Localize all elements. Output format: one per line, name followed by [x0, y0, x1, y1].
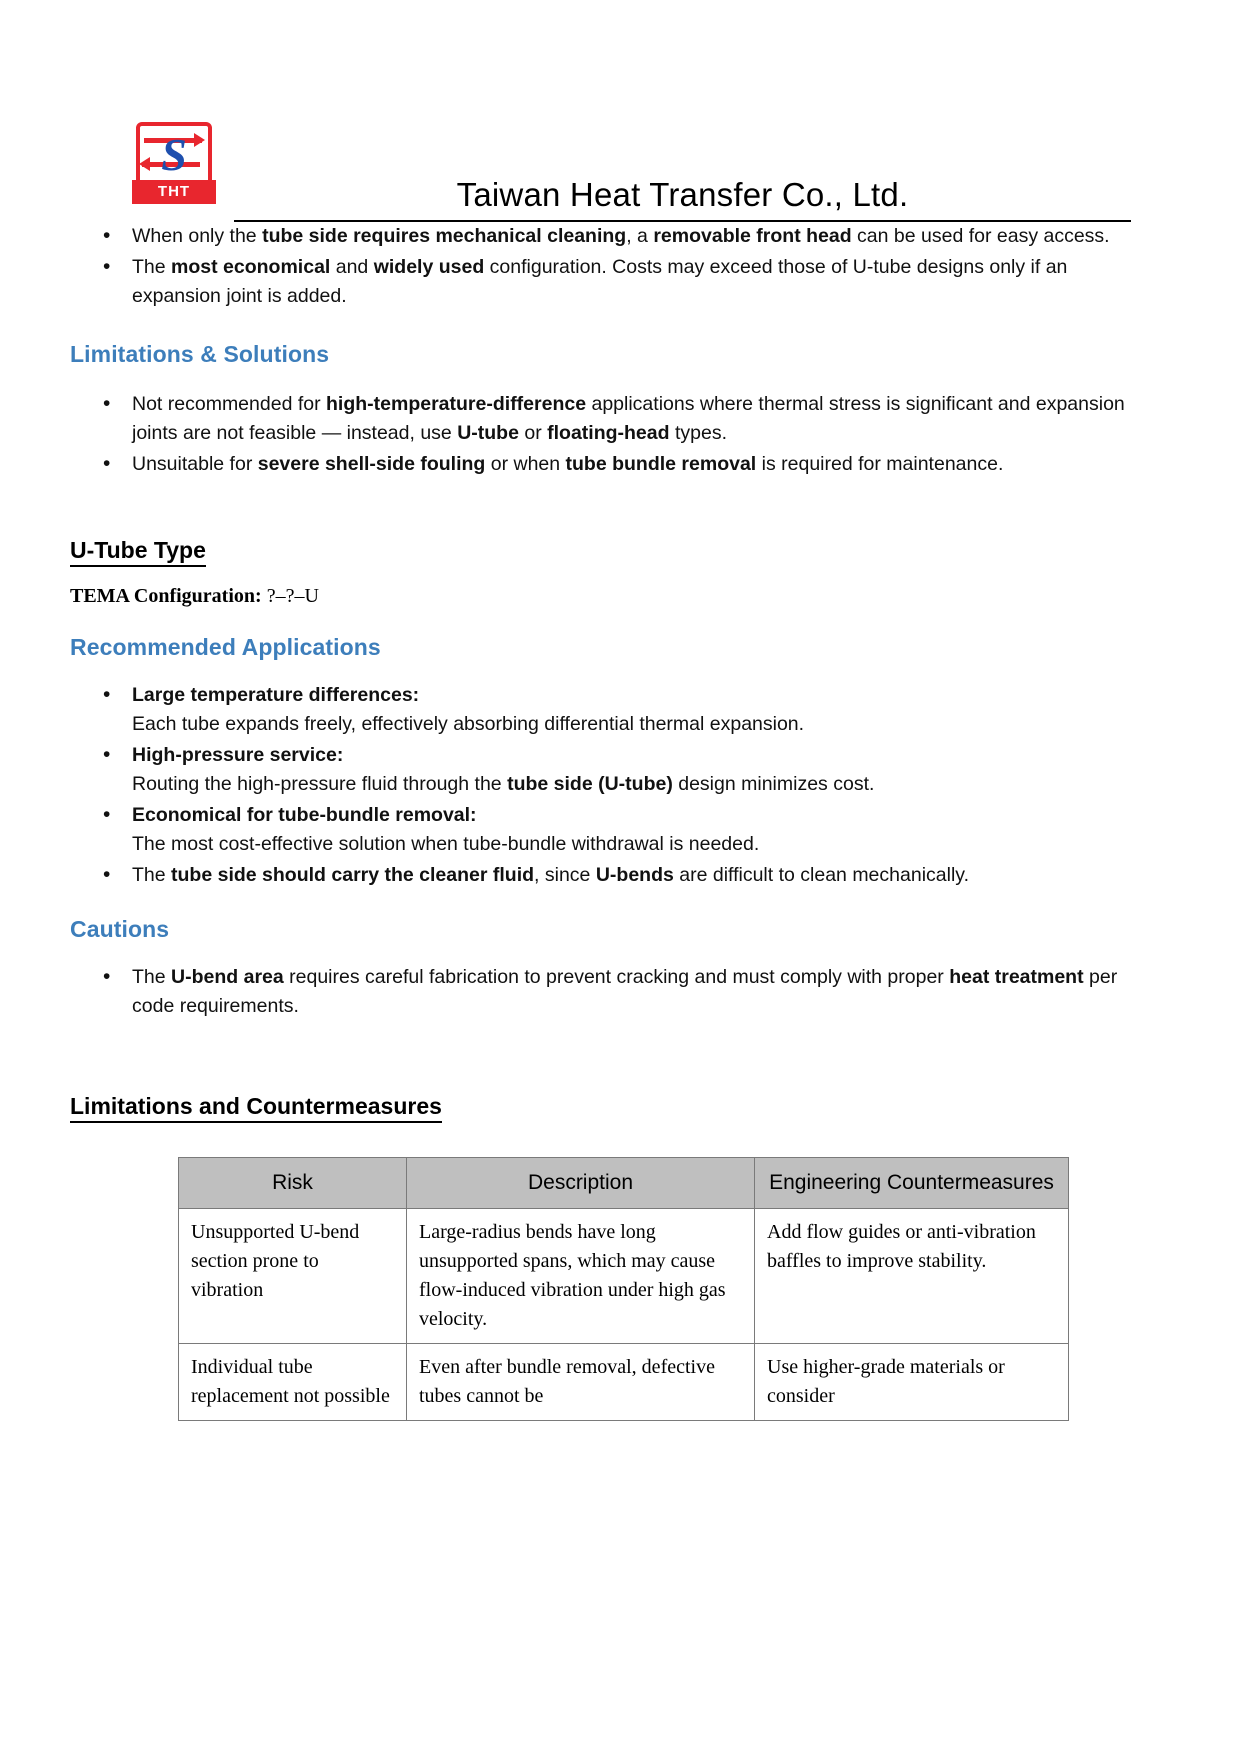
body-text: The — [132, 256, 172, 278]
emphasis-text: floating-head — [547, 422, 670, 444]
body-text: Each tube expands freely, effectively absorbing differential thermal expansion. — [132, 713, 805, 735]
body-text: types. — [669, 422, 727, 444]
table-row — [179, 1344, 1069, 1421]
limitations-table-wrap — [0, 1157, 1241, 1421]
emphasis-text: high-temperature-difference — [326, 393, 587, 415]
body-text: The most cost-effective solution when tube-bundle withdrawal is needed. — [132, 833, 760, 855]
heading-utube-type: U-Tube Type — [70, 537, 206, 567]
recommended-application-item — [70, 741, 1126, 799]
emphasis-text: widely used — [373, 256, 485, 278]
body-text: The — [132, 864, 172, 886]
body-text: Unsuitable for — [132, 453, 258, 475]
emphasis-text: U-bend area — [171, 966, 284, 988]
body-text: and — [330, 256, 374, 278]
cell-countermeasure: Add flow guides or anti-vibration baffles to improve stability. — [755, 1209, 1069, 1344]
body-text: per code requirements. — [132, 966, 1118, 1017]
company-logo — [128, 118, 220, 216]
body-text: The — [132, 966, 172, 988]
cell-risk: Individual tube replacement not possible — [179, 1344, 407, 1421]
caution-item — [70, 963, 1126, 1021]
document-header — [0, 0, 1241, 222]
body-text: configuration. Costs may exceed those of U-tube designs only if an expansion joint is added. — [132, 256, 1068, 307]
cell-description: Large-radius bends have long unsupported spans, which may cause flow-induced vibration under high gas velocity. — [407, 1209, 755, 1344]
emphasis-text: U-tube — [457, 422, 519, 444]
limitations-solutions-item — [70, 390, 1126, 448]
column-header-risk: Risk — [179, 1158, 407, 1209]
recommended-application-item — [70, 861, 1126, 890]
tema-value: ?–?–U — [266, 585, 319, 607]
body-text: or when — [485, 453, 566, 475]
cell-countermeasure: Use higher-grade materials or consider — [755, 1344, 1069, 1421]
tema-configuration — [70, 585, 1126, 608]
emphasis-text: tube side requires mechanical cleaning — [262, 225, 627, 247]
intro-bullet-item — [70, 222, 1126, 251]
table-header-row — [179, 1158, 1069, 1209]
body-text: , since — [534, 864, 596, 886]
body-text: is required for maintenance. — [756, 453, 1004, 475]
cell-risk: Unsupported U-bend section prone to vibration — [179, 1209, 407, 1344]
recommended-application-item — [70, 681, 1126, 739]
recommended-applications-list — [70, 681, 1126, 890]
emphasis-text: Economical for tube-bundle removal: — [132, 804, 477, 826]
heading-limitations-countermeasures: Limitations and Countermeasures — [70, 1093, 442, 1123]
body-text: design minimizes cost. — [672, 773, 875, 795]
tema-label: TEMA Configuration: — [70, 585, 262, 607]
emphasis-text: removable front head — [653, 225, 852, 247]
document-body — [0, 222, 1241, 1141]
heading-cautions: Cautions — [70, 916, 170, 942]
limitations-solutions-item — [70, 450, 1126, 479]
body-text: are difficult to clean mechanically. — [673, 864, 970, 886]
body-text: Not recommended for — [132, 393, 327, 415]
cautions-list — [70, 963, 1126, 1021]
emphasis-text: tube side (U-tube) — [507, 773, 673, 795]
body-text: can be used for easy access. — [851, 225, 1110, 247]
emphasis-text: tube side should carry the cleaner fluid — [171, 864, 535, 886]
intro-bullet-item — [70, 253, 1126, 311]
emphasis-text: High-pressure service: — [132, 744, 344, 766]
body-text: , a — [626, 225, 654, 247]
limitations-table — [178, 1157, 1069, 1421]
limitations-solutions-list — [70, 390, 1126, 479]
emphasis-text: U-bends — [595, 864, 674, 886]
body-text: or — [518, 422, 548, 444]
emphasis-text: tube bundle removal — [565, 453, 757, 475]
recommended-application-item — [70, 801, 1126, 859]
column-header-description: Description — [407, 1158, 755, 1209]
logo-banner-text: THT — [132, 180, 216, 204]
intro-bullet-list — [70, 222, 1126, 311]
body-text: When only the — [132, 225, 263, 247]
title-rule — [234, 176, 1131, 222]
table-row — [179, 1209, 1069, 1344]
column-header-countermeasures: Engineering Countermeasures — [755, 1158, 1069, 1209]
heading-limitations-solutions: Limitations & Solutions — [70, 341, 330, 367]
page-title: Taiwan Heat Transfer Co., Ltd. — [456, 176, 909, 213]
heading-recommended-applications: Recommended Applications — [70, 634, 381, 660]
emphasis-text: most economical — [171, 256, 331, 278]
emphasis-text: Large temperature differences: — [132, 684, 420, 706]
body-text: requires careful fabrication to prevent cracking and must comply with proper — [283, 966, 950, 988]
logo-letter: S — [161, 129, 187, 180]
body-text: Routing the high-pressure fluid through the — [132, 773, 508, 795]
cell-description: Even after bundle removal, defective tubes cannot be — [407, 1344, 755, 1421]
emphasis-text: heat treatment — [949, 966, 1084, 988]
body-text: applications where thermal stress is significant and expansion joints are not feasible — instead, use — [132, 393, 1125, 444]
emphasis-text: severe shell-side fouling — [257, 453, 486, 475]
